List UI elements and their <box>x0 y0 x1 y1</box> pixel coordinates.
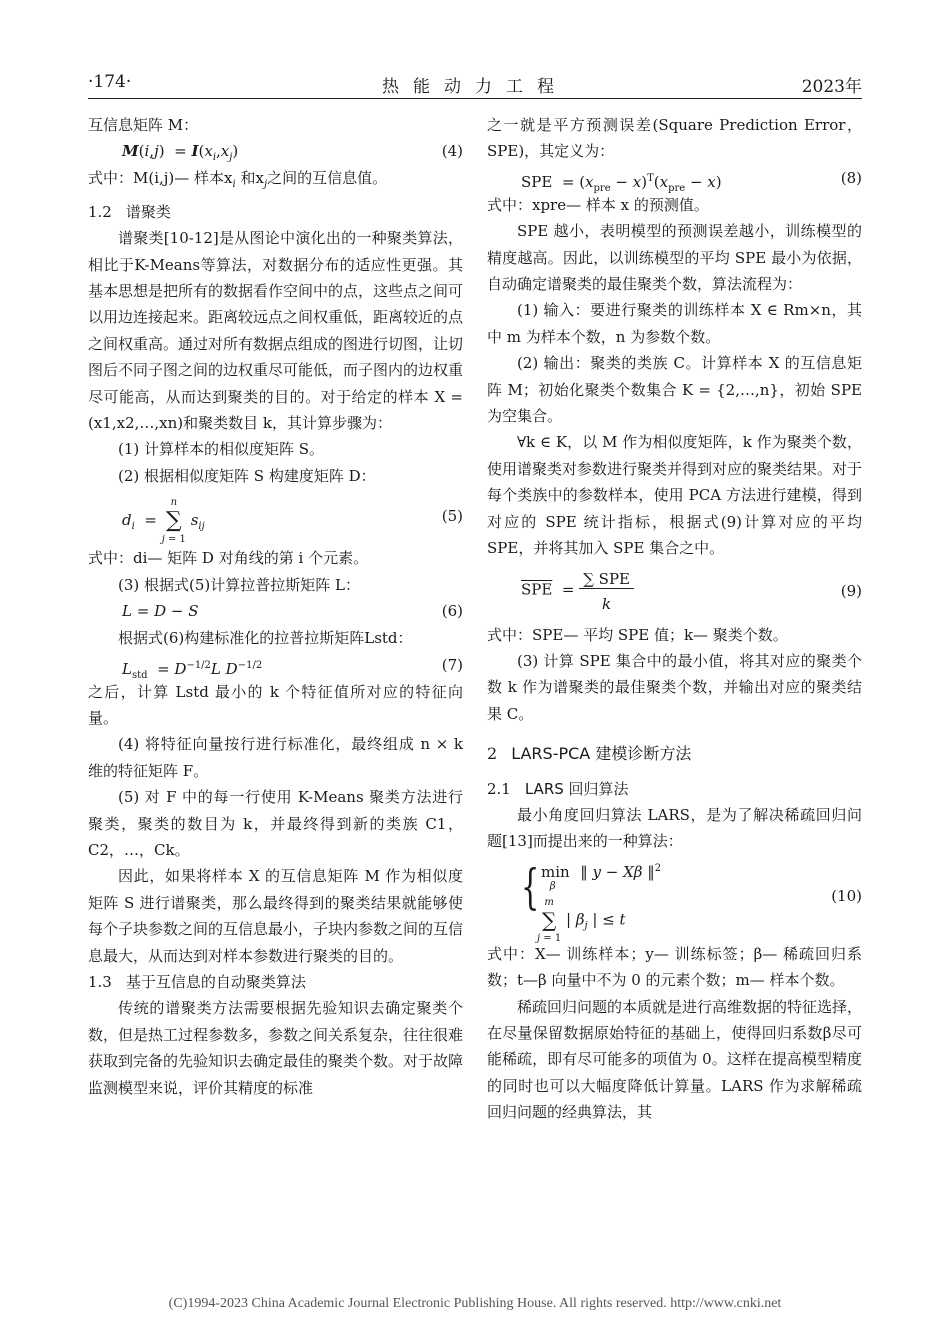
spe-intro: 之一就是平方预测误差(Square Prediction Error，SPE)，其定义为： <box>487 116 862 161</box>
equation-7: $L_{std} = D^{-1/2}L$ $D^{-1/2}$ (7) <box>122 655 463 681</box>
lars-intro: 最小角度回归算法 LARS，是为了解决稀疏回归问题[13]而提出来的一种算法： <box>487 805 862 851</box>
equation-9: $\overline{SPE} = \frac{\text{∑ SPE}}{k}$ (9) <box>521 569 862 613</box>
page-number: ·174· <box>88 72 132 92</box>
copyright-footer: (C)1994-2023 China Academic Journal Electronic Publishing House. All rights reserved. http://www.cnki.net <box>168 1296 782 1311</box>
step-2: (2) 根据相似度矩阵 S 构建度矩阵 D： <box>118 466 376 485</box>
equation-5: $d_i = n$ ∑ j = 1 $s_{ij}$ (5) <box>122 497 463 546</box>
left-column <box>88 112 463 1101</box>
step-5: (5) 对 F 中的每一行使用 K-Means 聚类方法进行聚类，聚类的数目为 k，并最终得到新的类族 C1，C2，…，Ck。 <box>88 788 463 859</box>
sparse-paragraph: 稀疏回归问题的本质就是进行高维数据的特征选择，在尽量保留数据原始特征的基础上，使得回归系数β尽可能稀疏，即有尽可能多的项值为 0。这样在提高模型精度的同时也可以大幅度降低计算量。LARS 作为求解稀疏回归问题的经典算法，其 <box>487 997 863 1122</box>
equation-6: L = D − S (6) <box>122 602 463 621</box>
section-2: 2 LARS-PCA 建模诊断方法 <box>487 744 692 764</box>
auto-cluster-paragraph: 传统的谱聚类方法需要根据先验知识去确定聚类个数，但是热工过程参数多，参数之间关系复杂，往往很难获取到完备的先验知识去确定最佳的聚类个数。对于故障监测模型来说，评价其精度的标准 <box>88 999 464 1097</box>
section-2-1: 2.1 LARS 回归算法 <box>487 779 629 798</box>
step-3: (3) 根据式(5)计算拉普拉斯矩阵 L： <box>118 575 360 594</box>
step-4: (4) 将特征向量按行进行标准化，最终组成 n × k 维的特征矩阵 F。 <box>88 735 463 780</box>
eigenvector-paragraph: 之后，计算 Lstd 最小的 k 个特征值所对应的特征向量。 <box>88 682 463 727</box>
mi-matrix-intro: 互信息矩阵 M： <box>88 116 199 134</box>
algo-step-3: (3) 计算 SPE 集合中的最小值，将其对应的聚类个数 k 作为谱聚类的最佳聚类个数，并输出对应的聚类结果 C。 <box>487 651 862 723</box>
right-column <box>487 112 862 1126</box>
eq10-definition: 式中：X— 训练样本；y— 训练标签；β— 稀疏回归系数；t—β 向量中不为 0 的元素个数；m— 样本个数。 <box>487 944 862 990</box>
journal-year: 2023年 <box>801 77 862 97</box>
equation-10: { $\min_\beta$ ‖ y − Xβ ‖$^2$ m ∑ j = 1 | $\beta_j$ | ≤ t (10) <box>521 858 862 944</box>
algo-input: (1) 输入：要进行聚类的训练样本 X ∈ Rm×n，其中 m 为样本个数，n 为参数个数。 <box>487 301 862 346</box>
std-laplacian-intro: 根据式(6)构建标准化的拉普拉斯矩阵Lstd： <box>118 629 413 648</box>
algo-loop: ∀k ∈ K，以 M 作为相似度矩阵，k 作为聚类个数，使用谱聚类对参数进行聚类并得到对应的聚类结果。对于每个类族中的参数样本，使用 PCA 方法进行建模，得到对应的 SPE 统计指标，根据式(9)计算对应的平均 SPE，并将其加入 SPE 集合之中。 <box>487 433 863 558</box>
eq4-definition: 式中：M(i,j)— 样本$x_i$ 和$x_j$之间的互信息值。 <box>88 169 388 191</box>
header-rule <box>88 98 862 99</box>
algo-output: (2) 输出：聚类的类族 C。计算样本 X 的互信息矩阵 M；初始化聚类个数集合 K = {2,…,n}，初始 SPE 为空集合。 <box>487 354 862 426</box>
eq9-definition: 式中：SPE— 平均 SPE 值；k— 聚类个数。 <box>487 625 788 644</box>
eq8-definition: 式中：xpre— 样本 x 的预测值。 <box>487 195 709 214</box>
eq5-definition: 式中：di— 矩阵 D 对角线的第 i 个元素。 <box>88 549 369 568</box>
section-1-2: 1.2 谱聚类 <box>88 202 171 221</box>
spectral-paragraph: 谱聚类[10-12]是从图论中演化出的一种聚类算法，相比于K-Means等算法，对数据分布的适应性更强。其基本思想是把所有的数据看作空间中的点，这些点之间可以用边连接起来。距离较远点之间权重低，距离较近的点之间权重高。通过对所有数据点组成的图进行切图，让切图后不同子图之间的边权重尽可能低，而子图内的边权重尽可能高，从而达到聚类的目的。对于给定的样本 X = (x1,x2,…,xn)和聚类数目 k，其计算步骤为： <box>88 229 464 433</box>
equation-8: SPE = $(x_{pre} - x)^T(x_{pre} - x)$ (8) <box>521 168 862 194</box>
step-1: (1) 计算样本的相似度矩阵 S。 <box>118 440 325 459</box>
spe-paragraph: SPE 越小，表明模型的预测误差越小，训练模型的精度越高。因此，以训练模型的平均 SPE 最小为依据，自动确定谱聚类的最佳聚类个数，算法流程为： <box>487 222 862 294</box>
section-1-3: 1.3 基于互信息的自动聚类算法 <box>88 972 306 991</box>
journal-title: 热能动力工程 <box>382 77 568 97</box>
page-header <box>88 72 862 98</box>
equation-4: $M(i,j) = I(x_i,x_j)$ (4) <box>122 142 463 164</box>
conclusion-paragraph: 因此，如果将样本 X 的互信息矩阵 M 作为相似度矩阵 S 进行谱聚类，那么最终得到的聚类结果就能够使每个子块参数之间的互信息最小，子块内参数之间的互信息最大，从而达到对样本参数进行聚类的目的。 <box>88 867 464 965</box>
